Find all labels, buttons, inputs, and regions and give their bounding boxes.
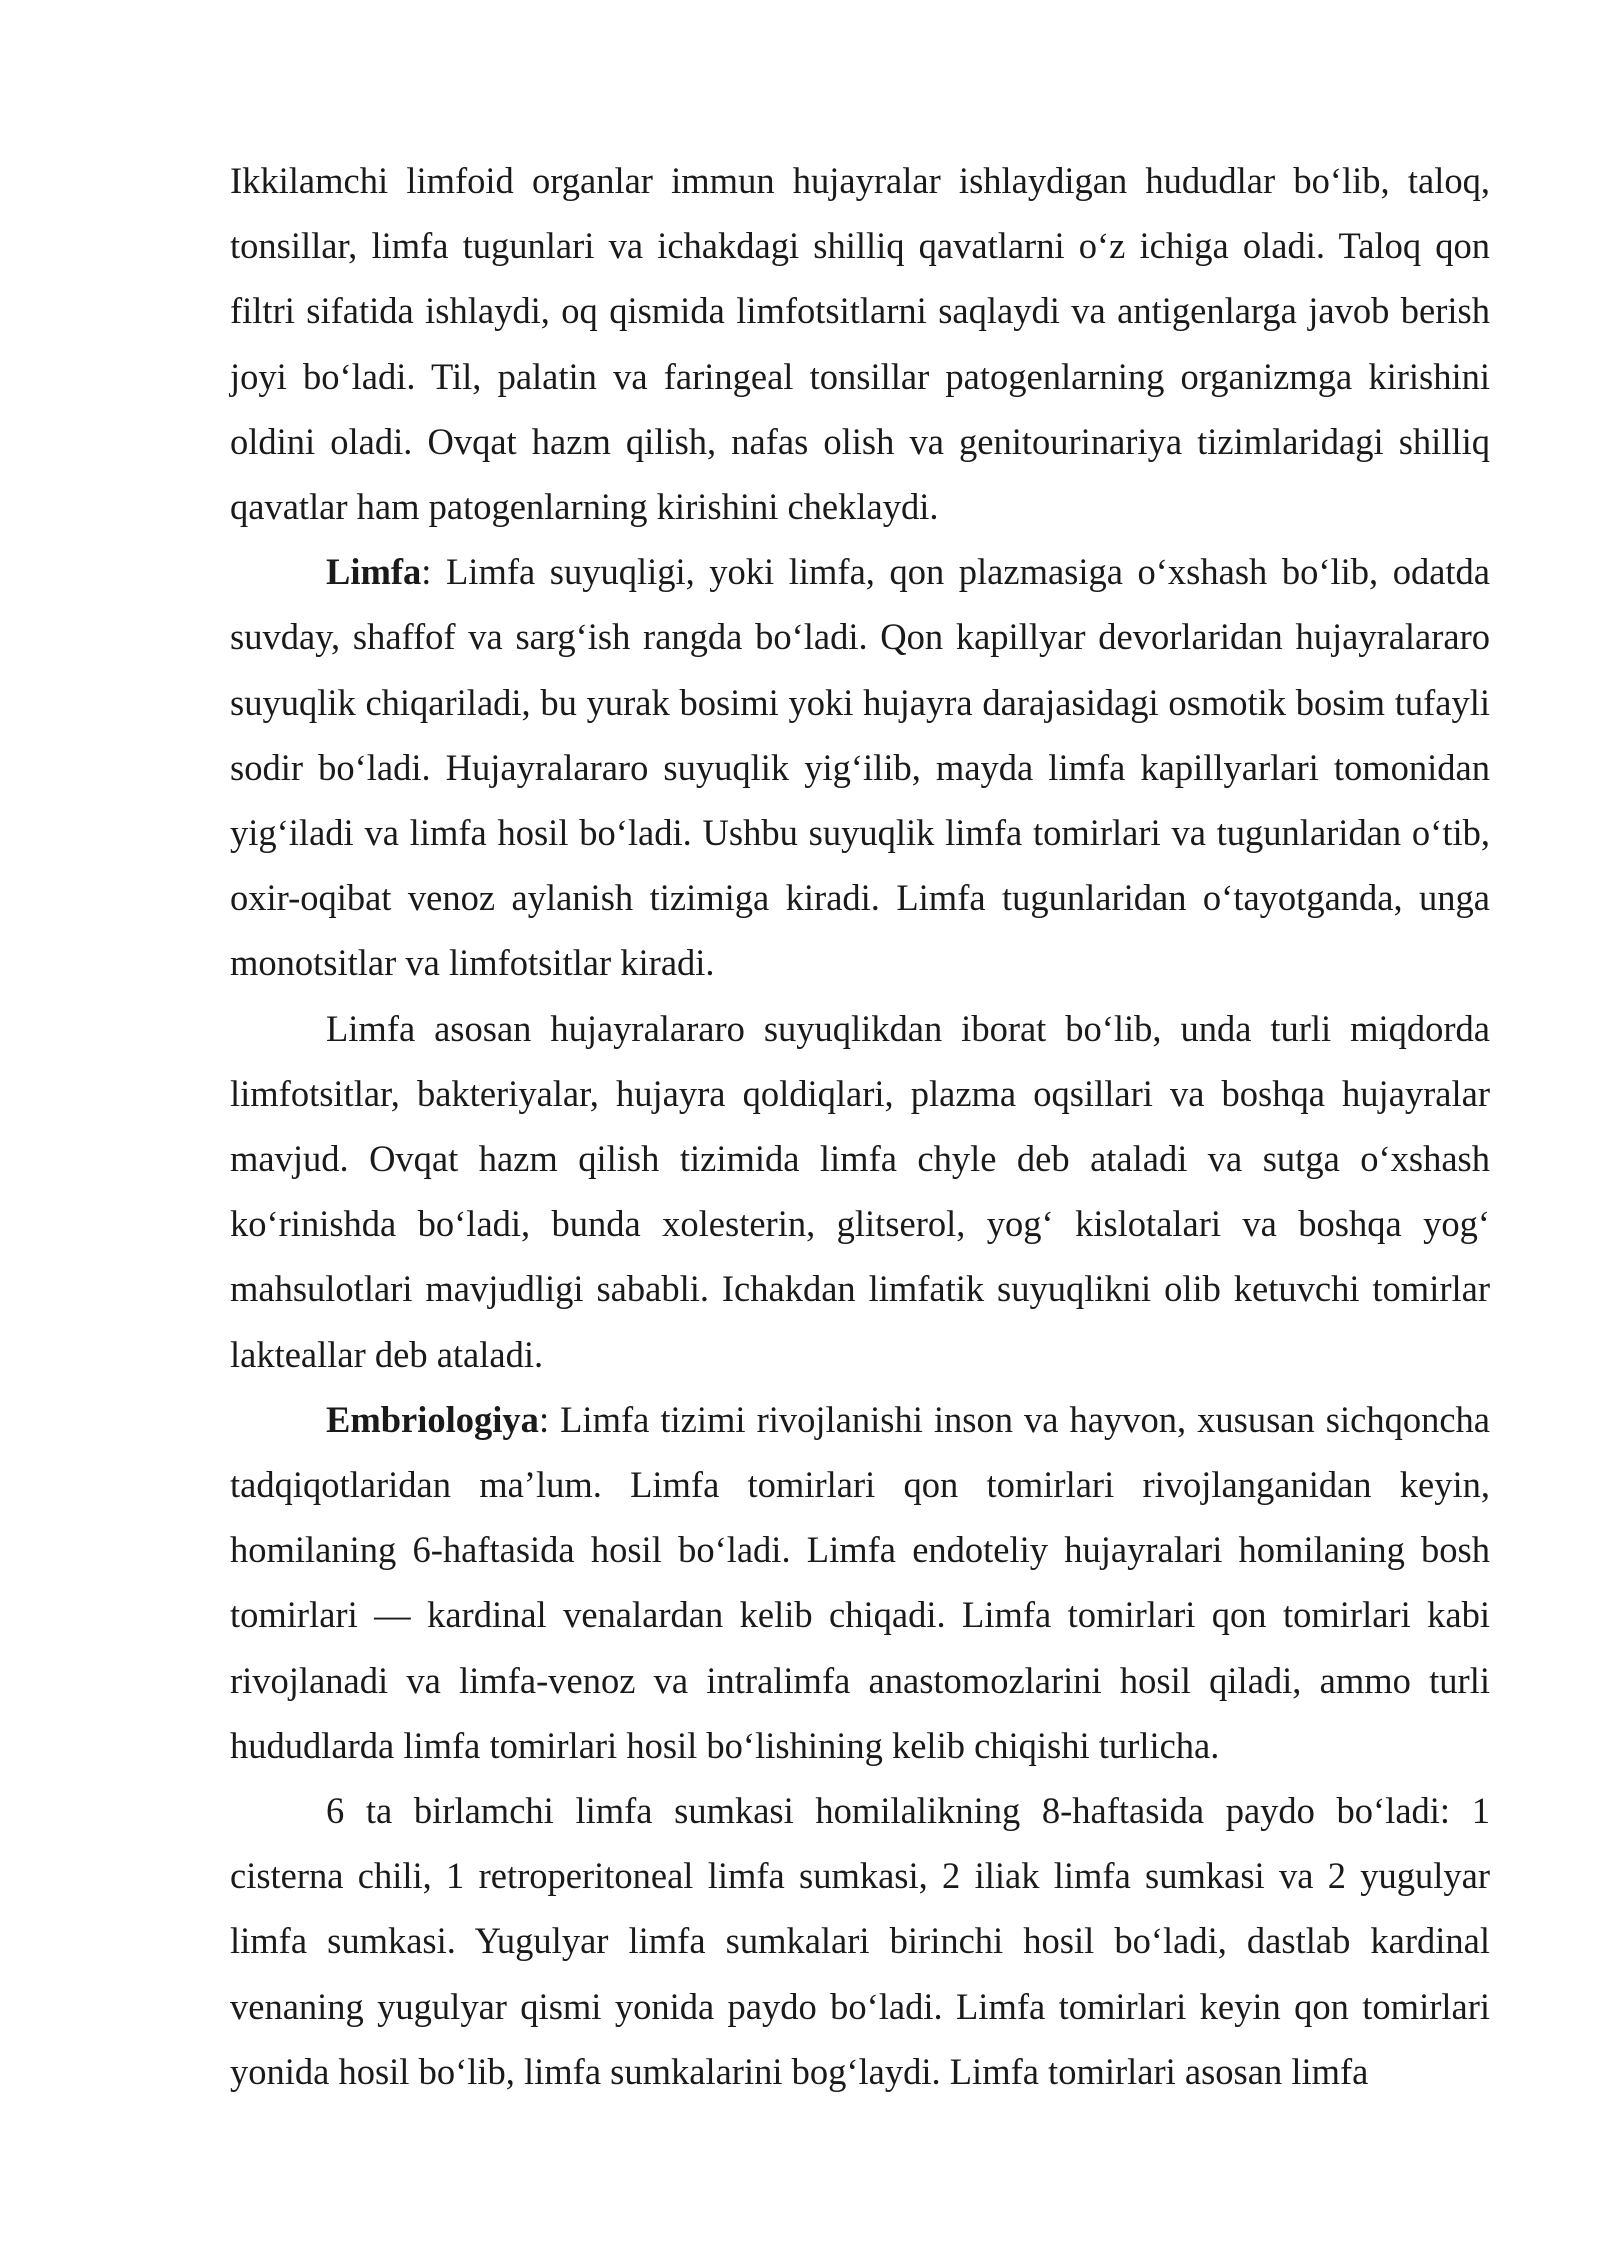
paragraph-lymph-sacs xyxy=(230,1778,1490,2104)
term-separator: : xyxy=(538,1398,550,1440)
paragraph-embriologiya xyxy=(230,1387,1490,1778)
document-page xyxy=(230,148,1490,2104)
term-limfa: Limfa xyxy=(326,551,422,593)
paragraph-text: Ikkilamchi limfoid organlar immun hujayralar ishlaydigan hududlar bo‘lib, taloq, tonsillar, limfa tugunlari va ichakdagi shilliq qavatlarni o‘z ichiga oladi. Taloq qon filtri sifatida ishlaydi, oq qismida limfotsitlarni saqlaydi va antigenlarga javob berish joyi bo‘ladi. Til, palatin va faringeal tonsillar patogenlarning organizmga kirishini oldini oladi. Ovqat hazm qilish, nafas olish va genitourinariya tizimlaridagi shilliq qavatlar ham patogenlarning kirishini cheklaydi. xyxy=(230,160,1490,528)
paragraph-text: 6 ta birlamchi limfa sumkasi homilalikning 8-haftasida paydo bo‘ladi: 1 cisterna chili, 1 retroperitoneal limfa sumkasi, 2 iliak limfa sumkasi va 2 yugulyar limfa sumkasi. Yugulyar limfa sumkalari birinchi hosil bo‘ladi, dastlab kardinal venaning yugulyar qismi yonida paydo bo‘ladi. Limfa tomirlari keyin qon tomirlari yonida hosil bo‘lib, limfa sumkalarini bog‘laydi. Limfa tomirlari asosan limfa xyxy=(230,1790,1490,2092)
term-separator: : xyxy=(421,551,432,593)
paragraph-secondary-lymphoid-organs xyxy=(230,148,1490,539)
paragraph-text: Limfa tizimi rivojlanishi inson va hayvon, xususan sichqoncha tadqiqotlaridan ma’lum. Limfa tomirlari qon tomirlari rivojlanganidan keyin, homilaning 6-haftasida hosil bo‘ladi. Limfa endoteliy hujayralari homilaning bosh tomirlari — kardinal venalardan kelib chiqadi. Limfa tomirlari qon tomirlari kabi rivojlanadi va limfa-venoz va intralimfa anastomozlarini hosil qiladi, ammo turli hududlarda limfa tomirlari hosil bo‘lishining kelib chiqishi turlicha. xyxy=(230,1398,1490,1766)
paragraph-text: Limfa suyuqligi, yoki limfa, qon plazmasiga o‘xshash bo‘lib, odatda suvday, shaffof va sarg‘ish rangda bo‘ladi. Qon kapillyar devorlaridan hujayralararo suyuqlik chiqariladi, bu yurak bosimi yoki hujayra darajasidagi osmotik bosim tufayli sodir bo‘ladi. Hujayralararo suyuqlik yig‘ilib, mayda limfa kapillyarlari tomonidan yig‘iladi va limfa hosil bo‘ladi. Ushbu suyuqlik limfa tomirlari va tugunlaridan o‘tib, oxir-oqibat venoz aylanish tizimiga kiradi. Limfa tugunlaridan o‘tayotganda, unga monotsitlar va limfotsitlar kiradi. xyxy=(230,551,1490,984)
paragraph-limfa-composition xyxy=(230,996,1490,1387)
paragraph-limfa xyxy=(230,539,1490,995)
term-embriologiya: Embriologiya xyxy=(326,1398,539,1440)
paragraph-text: Limfa asosan hujayralararo suyuqlikdan iborat bo‘lib, unda turli miqdorda limfotsitlar, bakteriyalar, hujayra qoldiqlari, plazma oqsillari va boshqa hujayralar mavjud. Ovqat hazm qilish tizimida limfa chyle deb ataladi va sutga o‘xshash ko‘rinishda bo‘ladi, bunda xolesterin, glitserol, yog‘ kislotalari va boshqa yog‘ mahsulotlari mavjudligi sababli. Ichakdan limfatik suyuqlikni olib ketuvchi tomirlar lakteallar deb ataladi. xyxy=(230,1007,1490,1375)
